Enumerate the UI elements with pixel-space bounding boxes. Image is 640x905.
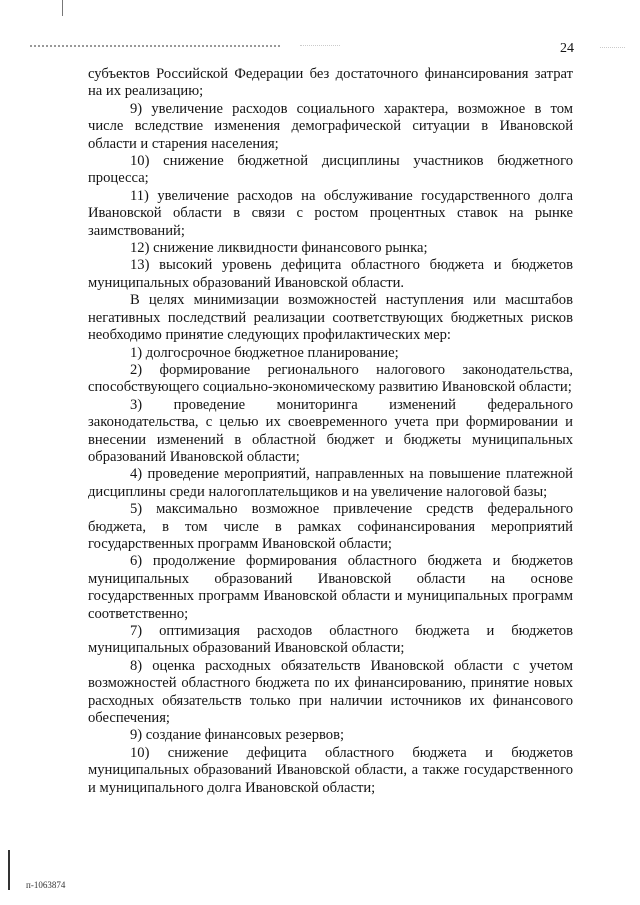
document-body <box>88 66 573 797</box>
scan-artifact-line <box>30 45 280 47</box>
paragraph: 13) высокий уровень дефицита областного бюджета и бюджетов муниципальных образований Ивановской области. <box>88 257 573 291</box>
scan-artifact-line <box>300 45 340 46</box>
paragraph: 4) проведение мероприятий, направленных на повышение платежной дисциплины среди налогоплательщиков и на увеличение налоговой базы; <box>88 466 573 500</box>
paragraph: 5) максимально возможное привлечение средств федерального бюджета, в том числе в рамках софинансирования мероприятий государственных программ Ивановской области; <box>88 501 573 552</box>
paragraph: 2) формирование регионального налогового законодательства, способствующего социально-экономическому развитию Ивановской области; <box>88 361 573 396</box>
paragraph: 3) проведение мониторинга изменений федерального законодательства, с целью их своевременного учета при формировании и внесении изменений в областной бюджет и бюджеты муниципальных образований Ивановской области; <box>88 396 573 465</box>
document-id: п-1063874 <box>26 880 66 890</box>
page-number: 24 <box>560 41 574 56</box>
paragraph: 1) долгосрочное бюджетное планирование; <box>130 344 399 361</box>
paragraph: 10) снижение бюджетной дисциплины участников бюджетного процесса; <box>88 153 573 187</box>
scan-artifact-bar <box>8 850 10 890</box>
paragraph: В целях минимизации возможностей наступления или масштабов негативных последствий реализации соответствующих бюджетных рисков необходимо принятие следующих профилактических мер: <box>88 292 573 344</box>
paragraph: 11) увеличение расходов на обслуживание государственного долга Ивановской области в связи с ростом процентных ставок на рынке заимствований; <box>88 187 573 239</box>
paragraph: 8) оценка расходных обязательств Ивановской области с учетом возможностей областного бюджета по их финансированию, принятие новых расходных обязательств только при наличии источников их финансового обеспечения; <box>88 657 573 727</box>
scan-artifact-line <box>600 47 625 48</box>
paragraph: субъектов Российской Федерации без достаточного финансирования затрат на их реализацию; <box>88 66 573 100</box>
paragraph: 12) снижение ликвидности финансового рынка; <box>130 240 428 257</box>
scan-artifact-mark <box>62 0 63 16</box>
paragraph: 9) увеличение расходов социального характера, возможное в том числе вследствие изменения демографической ситуации в Ивановской области и старения населения; <box>88 100 573 152</box>
paragraph: 10) снижение дефицита областного бюджета и бюджетов муниципальных образований Ивановской области, а также государственного и муниципального долга Ивановской области; <box>88 744 573 796</box>
paragraph: 9) создание финансовых резервов; <box>130 727 345 744</box>
paragraph: 6) продолжение формирования областного бюджета и бюджетов муниципальных образований Ивановской области на основе государственных программ Ивановской области и муниципальных программ соответственно; <box>88 553 573 622</box>
paragraph: 7) оптимизация расходов областного бюджета и бюджетов муниципальных образований Ивановской области; <box>88 623 573 657</box>
